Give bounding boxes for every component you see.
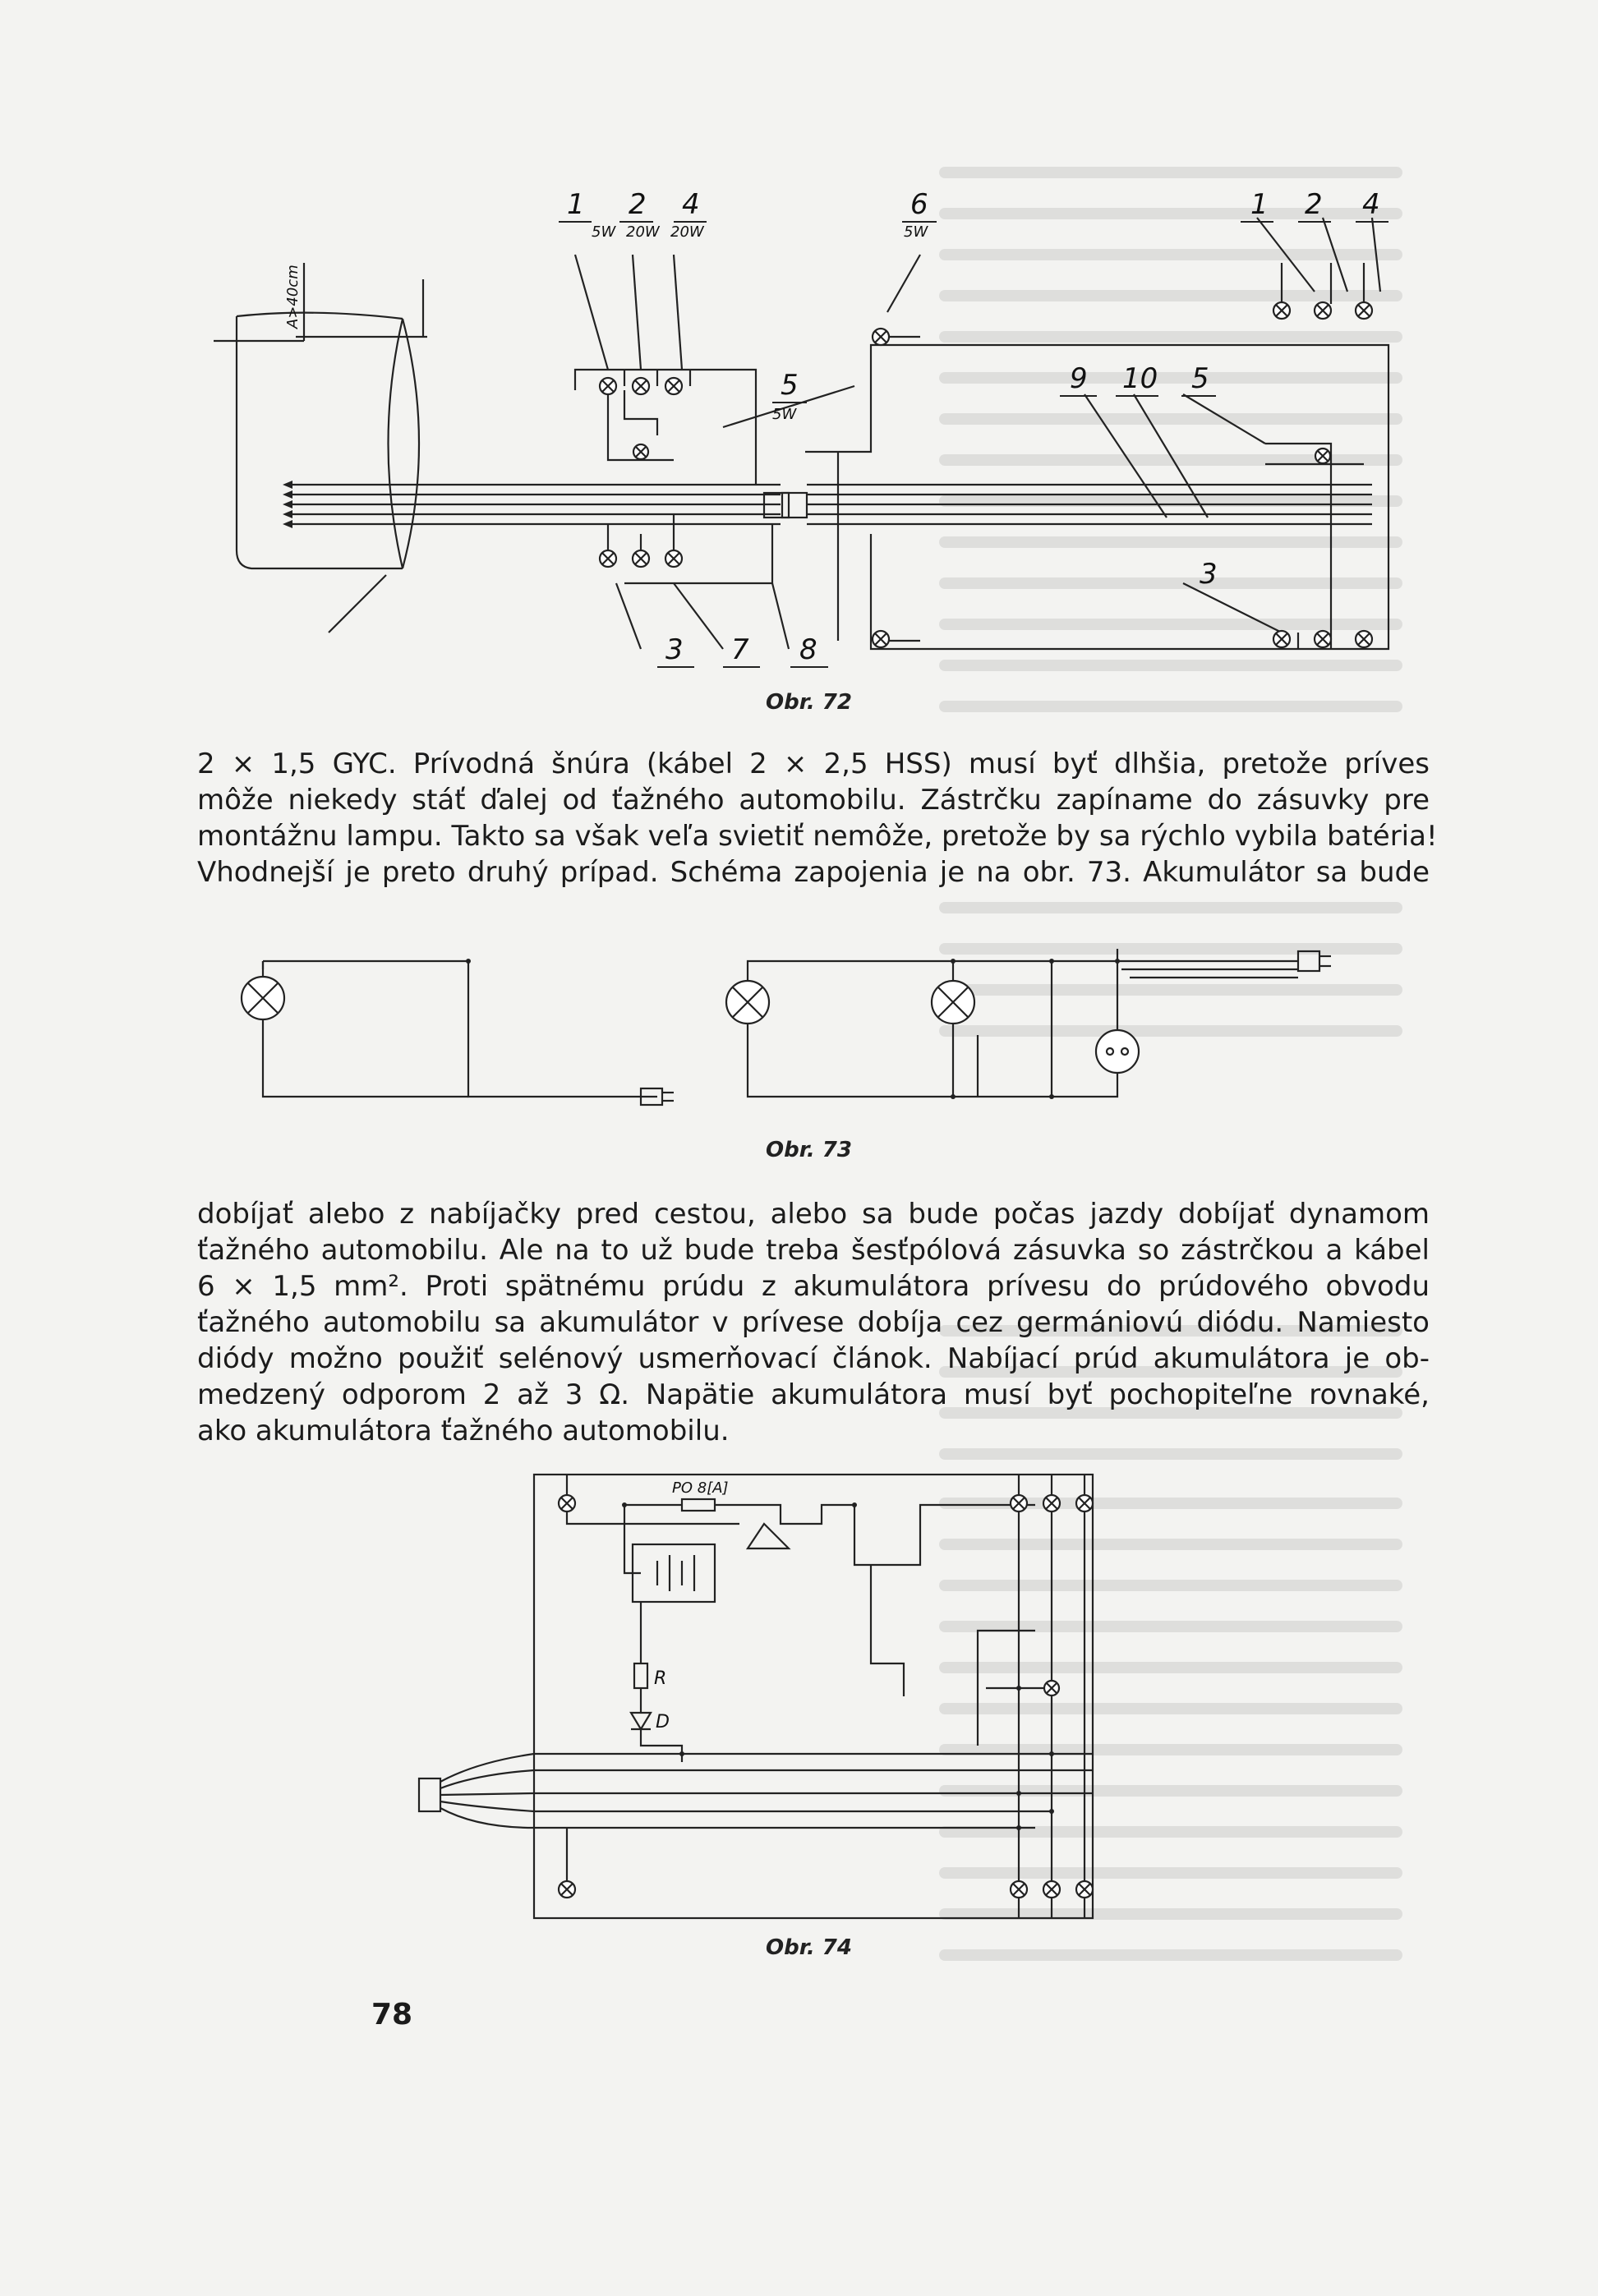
text-line: ako akumulátora ťažného automobilu. [197,1415,730,1447]
lamp-icon [1011,1881,1027,1898]
text-line: medzený odporom 2 až 3 Ω. Napätie akumulátora musí byť pochopiteľne rovnaké, [197,1378,1430,1411]
wiring-diagram-73 [230,936,1413,1117]
text-line: ťažného automobilu sa akumulátor v prívese dobíja cez germániovú diódu. Namiesto [197,1306,1430,1339]
page-number: 78 [371,1998,413,2031]
lamp-icon [1315,631,1331,647]
label-9: 9 [1070,362,1088,395]
label-4b: 4 [1362,188,1380,221]
lamp-icon [1076,1881,1093,1898]
label-7: 7 [731,633,749,666]
lamp-icon [633,550,649,567]
label-5b: 5 [1191,362,1209,395]
lamp-icon [873,329,889,345]
lamp-icon [1076,1495,1093,1511]
label-10: 10 [1122,362,1158,395]
lamp-icon [1273,302,1290,319]
figure-73 [230,936,1413,1117]
label-1b: 1 [1250,188,1269,221]
label-6: 6 [910,188,928,221]
label-4: 4 [682,188,700,221]
lamp-icon [1315,449,1330,463]
label-dimension: A>40cm [284,265,302,329]
label-8: 8 [799,633,817,666]
lamp-icon [873,631,889,647]
lamp-icon [1011,1495,1027,1511]
lamp-icon [559,1881,575,1898]
lamp-icon [1043,1495,1060,1511]
label-2: 2 [629,188,647,221]
label-d: D [656,1712,670,1732]
lamp-icon [600,550,616,567]
lamp-icon [665,550,682,567]
wiring-diagram-72 [197,173,1430,706]
caption-obr-73: Obr. 73 [766,1138,852,1162]
wiring-diagram-74 [411,1466,1200,1935]
label-5w-b: 5W [904,223,928,241]
caption-obr-74: Obr. 74 [766,1935,852,1960]
lamp-icon [932,981,974,1024]
lamp-icon [1273,631,1290,647]
label-1: 1 [567,188,585,221]
lamp-icon [1356,631,1372,647]
caption-obr-72: Obr. 72 [766,690,852,715]
paragraph-2 [197,1196,1430,1449]
text-line: dobíjať alebo z nabíjačky pred cestou, alebo sa bude počas jazdy dobíjať dynamom [197,1198,1430,1231]
lamp-icon [600,378,616,394]
label-r: R [654,1668,667,1689]
label-5w-c: 5W [772,406,797,423]
figure-72 [197,173,1430,706]
lamp-icon [1356,302,1372,319]
lamp-icon [242,977,284,1019]
label-2b: 2 [1305,188,1323,221]
text-line: 2 × 1,5 GYC. Prívodná šnúra (kábel 2 × 2,5 HSS) musí byť dlhšia, pretože príves [197,748,1430,780]
paragraph-1 [197,746,1438,890]
lamp-icon [559,1495,575,1511]
socket-icon [1096,1030,1139,1073]
lamp-icon [633,444,648,459]
lamp-icon [726,981,769,1024]
lamp-icon [1044,1681,1059,1696]
lamp-icon [1043,1881,1060,1898]
text-line: diódy možno použiť selénový usmerňovací článok. Nabíjací prúd akumulátora je ob- [197,1342,1430,1375]
label-5: 5 [781,369,799,402]
figure-74 [411,1466,1200,1935]
text-line: ťažného automobilu. Ale na to už bude treba šesťpólová zásuvka so zástrčkou a kábel [197,1234,1430,1267]
label-20w: 20W [626,223,660,241]
lamp-icon [633,378,649,394]
lamp-icon [1315,302,1331,319]
text-line: môže niekedy stáť ďalej od ťažného automobilu. Zástrčku zapíname do zásuvky pre [197,784,1430,817]
text-line: montážnu lampu. Takto sa však veľa svietiť nemôže, pretože by sa rýchlo vybila batéria! [197,820,1438,853]
text-line: Vhodnejší je preto druhý prípad. Schéma zapojenia je na obr. 73. Akumulátor sa bude [197,856,1430,889]
label-3: 3 [665,633,684,666]
label-fuse: PO 8[A] [672,1479,729,1497]
lamp-icon [665,378,682,394]
text-line: 6 × 1,5 mm². Proti spätnému prúdu z akumulátora prívesu do prúdového obvodu [197,1270,1430,1303]
label-5w: 5W [592,223,616,241]
label-20w-b: 20W [670,223,704,241]
label-3b: 3 [1200,558,1218,591]
